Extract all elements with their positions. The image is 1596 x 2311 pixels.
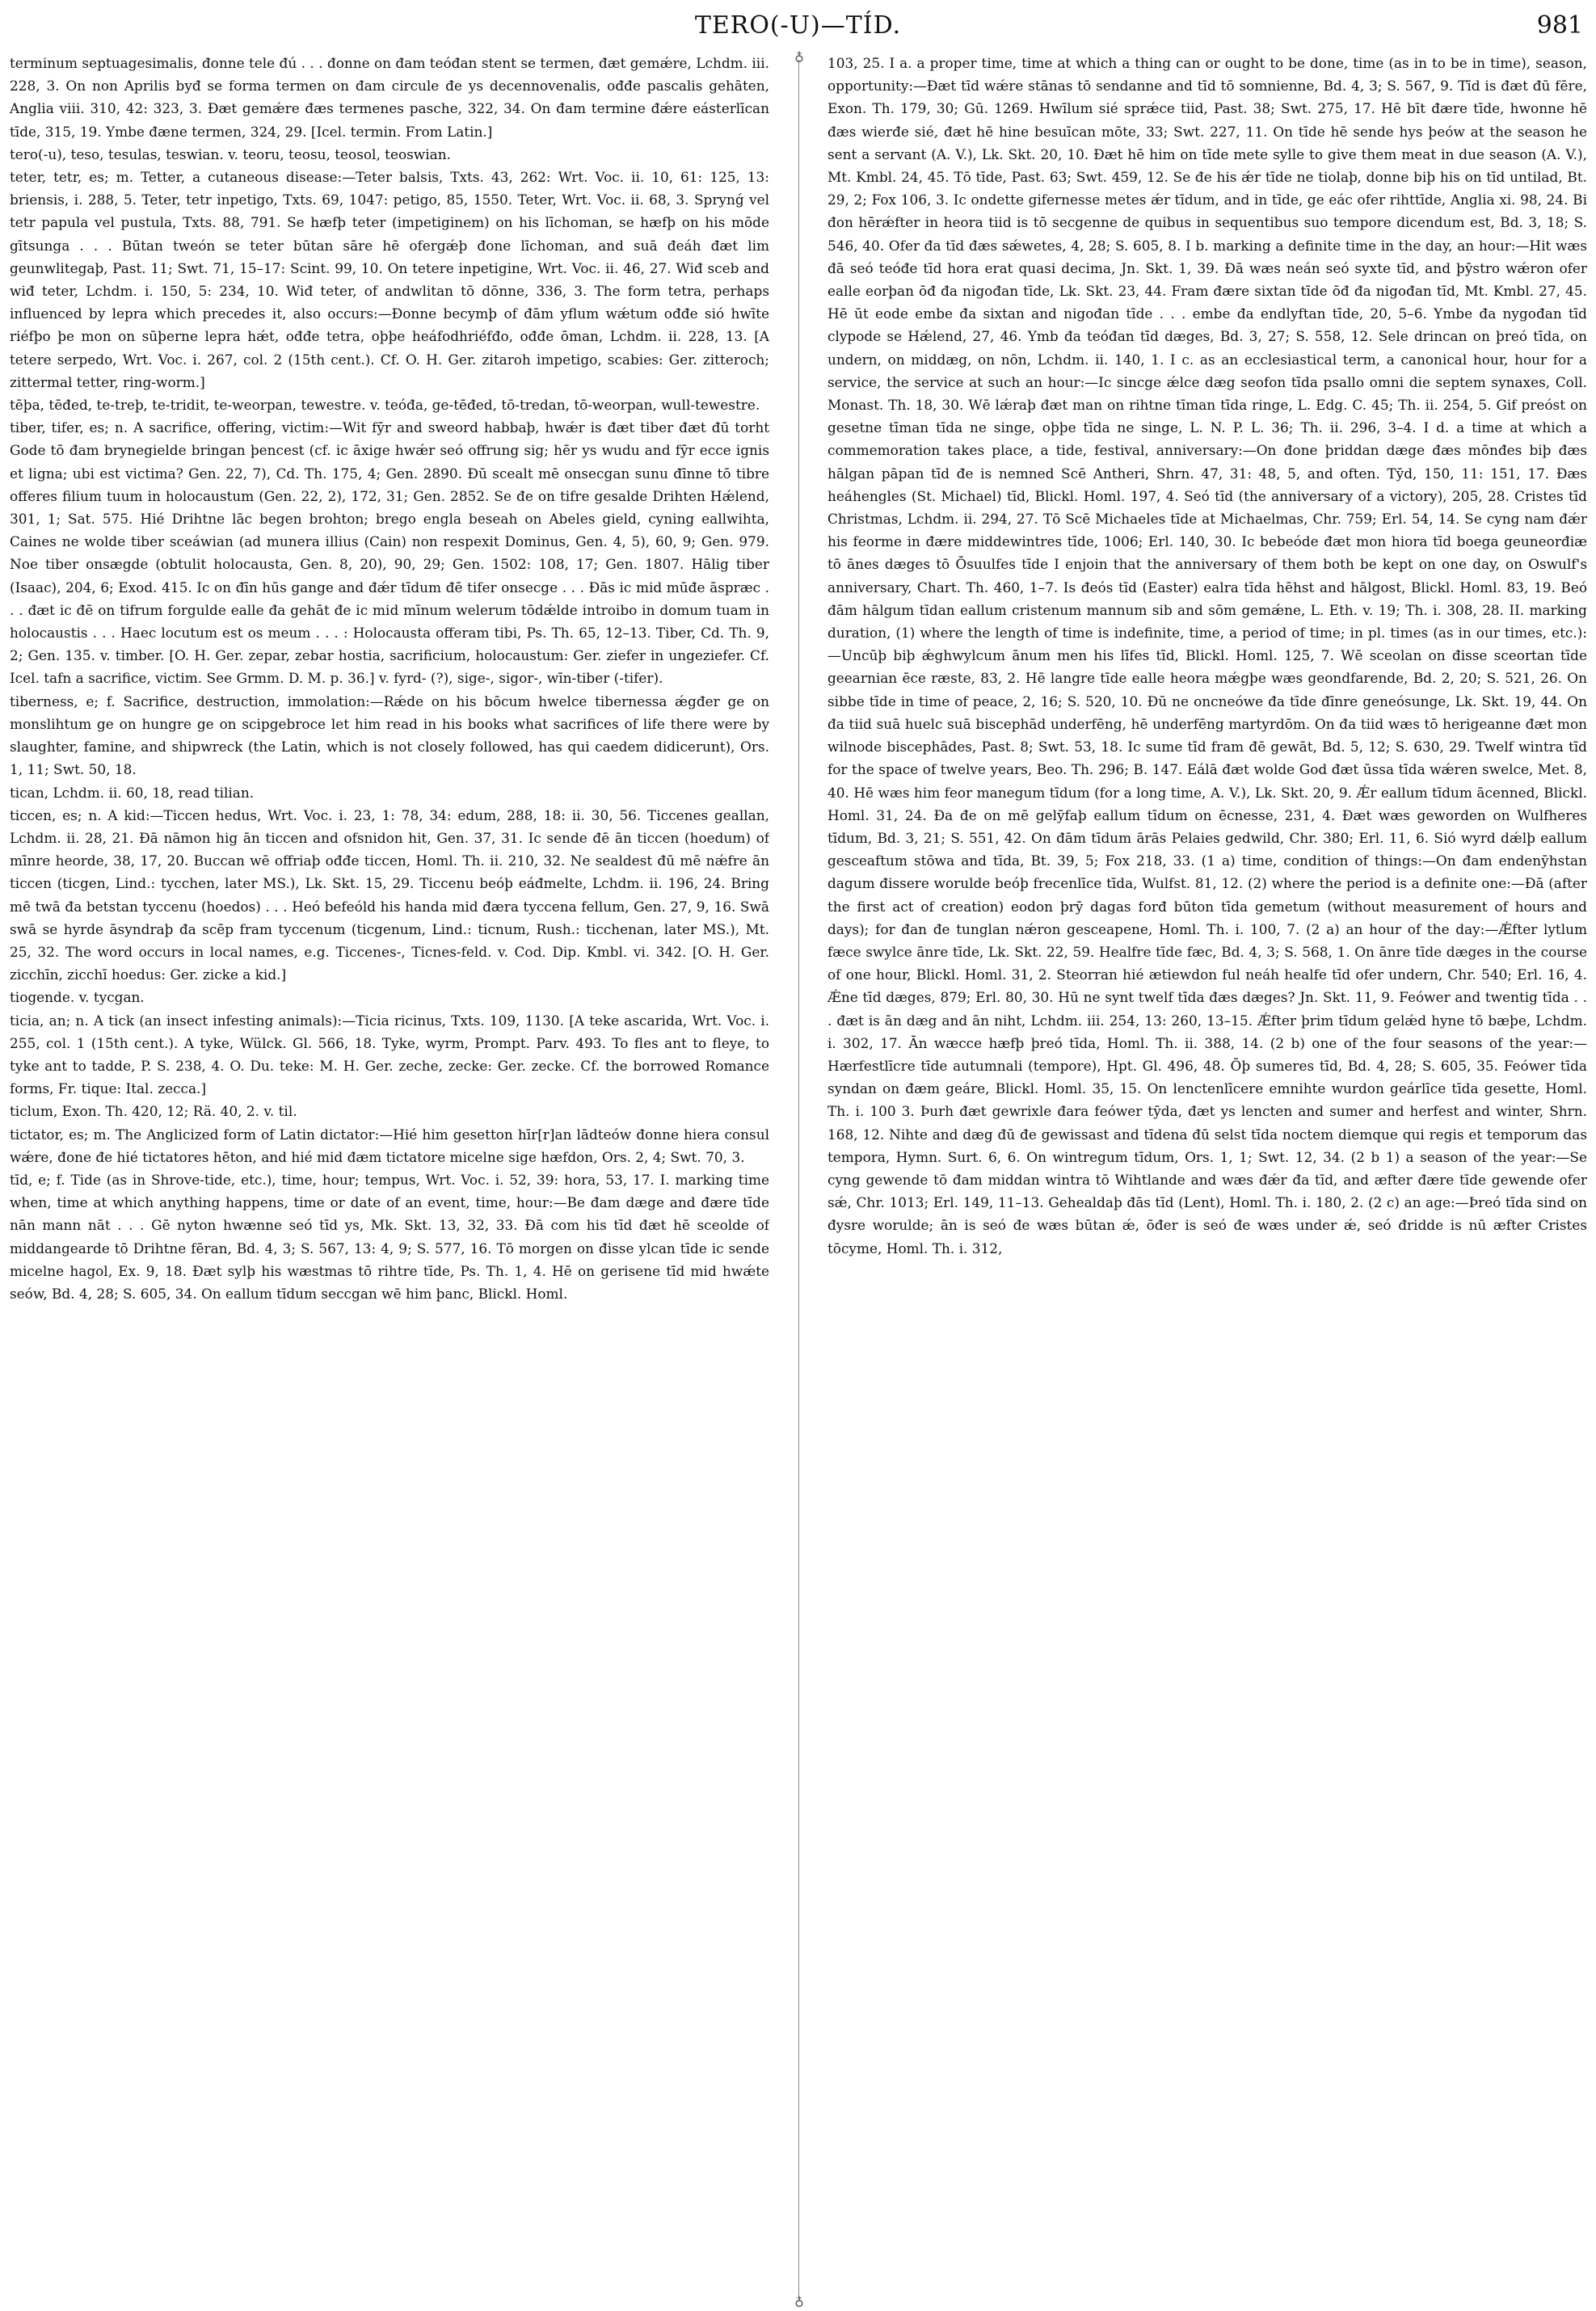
page-number: 981	[1536, 11, 1583, 40]
column-divider	[798, 60, 799, 2298]
dictionary-entry: tiogende. v. tycgan.	[10, 989, 145, 1006]
dictionary-entry: ticcen, es; n. A kid:—Ticcen hedus, Wrt. Voc. i. 23, 1: 78, 34: edum, 288, 18: ii. 30, 56. Ticcenes geallan, Lchdm. ii. 28, 21. Đā nāmon hig ān ticcen and ofsnidon hit, Gen. 37, 31. Ic sende đē ān ticcen (hoedum) of mīnre heorde, 38, 17, 20. Buccan wē offriaþ ođđe ticcen, Homl. Th. ii. 210, 32. Ne sealdest đū mē nǽfre ān ticcen (ticgen, Lind.: tycchen, later MS.), Lk. Skt. 15, 29. Ticcenu beóþ eáđmelte, Lchdm. ii. 196, 24. Bring mē twā đa betstan tyccenu (hoedos) . . . Heó befeóld his handa mid đæra tyccena fellum, Gen. 27, 9, 16. Swā swā se hyrde āsyndraþ đa scēp fram tyccenum (ticgenum, Lind.: ticnum, Rush.: ticchenan, later MS.), Mt. 25, 32. The word occurs in local names, e.g. Ticcenes-, Ticnes-feld. v. Cod. Dip. Kmbl. vi. 342. [O. H. Ger. zicchīn, zicchī hoedus: Ger. zicke a kid.]	[10, 806, 769, 983]
dictionary-entry: tictator, es; m. The Anglicized form of Latin dictator:—Hié him gesetton hīr[r]an lādteów đonne hiera consul wǽre, đone đe hié tictatores hēton, and hié mid đæm tictatore micelne sige hæfdon, Ors. 2, 4; Swt. 70, 3.	[10, 1126, 769, 1165]
dictionary-entry: tīd, e; f. Tide (as in Shrove-tide, etc.), time, hour; tempus, Wrt. Voc. i. 52, 39: hora, 53, 17. I. marking time when, time at which anything happens, time or date of an event, time, hour:—Be đam dæge and đære tīde nān mann nāt . . . Gē nyton hwænne seó tīd ys, Mk. Skt. 13, 32, 33. Đā com his tīd đæt hē sceolde of middangearde tō Drihtne fēran, Bd. 4, 3; S. 567, 13: 4, 9; S. 577, 16. Tō morgen on đisse ylcan tīde ic sende micelne hagol, Ex. 9, 18. Đæt sylþ his wæstmas tō rihtre tīde, Ps. Th. 1, 4. Hē on gerisene tīd mid hwǽte seów, Bd. 4, 28; S. 605, 34. On eallum tīdum seccgan wē him þanc, Blickl. Homl.	[10, 1171, 769, 1302]
right-column	[827, 52, 1587, 2298]
dictionary-entry: ticlum, Exon. Th. 420, 12; Rä. 40, 2. v. til.	[10, 1103, 297, 1120]
dictionary-entry: ticia, an; n. A tick (an insect infesting animals):—Ticia ricinus, Txts. 109, 1130. [A teke ascarida, Wrt. Voc. i. 255, col. 1 (15th cent.). A tyke, Wülck. Gl. 566, 18. Tyke, wyrm, Prompt. Parv. 493. To fles ant to fleye, to tyke ant to tadde, P. S. 238, 4. O. Du. teke: M. H. Ger. zeche, zecke: Ger. zecke. Cf. the borrowed Romance forms, Fr. tique: Ital. zecca.]	[10, 1012, 769, 1097]
bottom-ornament-icon: ♁	[794, 2293, 804, 2309]
dictionary-entry: tiberness, e; f. Sacrifice, destruction, immolation:—Rǽde on his bōcum hwelce tibernessa ǽgđer ge on monslihtum ge on hungre ge on scipgebroce let him read in his books what sacrifices of life there were by slaughter, famine, and shipwreck (the Latin, which is not closely followed, has qui caedem didicerunt), Ors. 1, 11; Swt. 50, 18.	[10, 692, 769, 778]
dictionary-entry: tiber, tifer, es; n. A sacrifice, offering, victim:—Wit fȳr and sweord habbaþ, hwǽr is đæt tiber đæt đū torht Gode tō đam brynegielde bringan þencest (cf. ic āxige hwǽr seó offrung sig; hēr ys wudu and fȳr ecce ignis et ligna; ubi est victima? Gen. 22, 7), Cd. Th. 175, 4; Gen. 2890. Đū scealt mē onsecgan sunu đīnne tō tibre offeres filium tuum in holocaustum (Gen. 22, 2), 172, 31; Gen. 2852. Se đe on tifre gesalde Drihten Hǽlend, 301, 1; Sat. 575. Hié Drihtne lāc begen brohton; brego engla beseah on Abeles gield, cyning eallwihta, Caines ne wolde tiber sceáwian (ad munera illius (Cain) non respexit Dominus, Gen. 4, 5), 60, 9; Gen. 979. Noe tiber onsægde (obtulit holocausta, Gen. 8, 20), 90, 29; Gen. 1502: 108, 17; Gen. 1807. Hālig tiber (Isaac), 204, 6; Exod. 415. Ic on đīn hūs gange and đǽr tīdum đē tifer onsecge . . . Đās ic mid mūđe āspræc . . . đæt ic đē on tifrum forgulde ealle đa gehāt đe ic mid mīnum welerum tōdǽlde introibo in domum tuam in holocaustis . . . Haec locutum est os meum . . . : Holocausta offeram tibi, Ps. Th. 65, 12–13. Tiber, Cd. Th. 9, 2; Gen. 135. v. timber. [O. H. Ger. zepar, zebar hostia, sacrificium, holocaustum: Ger. ziefer in ungeziefer. Cf. Icel. tafn a sacrifice, victim. See Grmm. D. M. p. 36.] v. fyrd- (?), sige-, sigor-, wīn-tiber (-tifer).	[10, 419, 769, 687]
top-ornament-icon: ♁	[794, 48, 804, 64]
page-header	[0, 0, 1596, 48]
dictionary-entry: 103, 25. I a. a proper time, time at which a thing can or ought to be done, time (as in to be in time), season, opportunity:—Đæt tīd wǽre stānas tō sendanne and tīd tō somnienne, Bd. 4, 3; S. 567, 9. Tīd is đæt đū fēre, Exon. Th. 179, 30; Gū. 1269. Hwīlum sié sprǽce tiid, Past. 38; Swt. 275, 17. Hē bīt đære tīde, hwonne hē đæs wierđe sié, đæt hē hine besuīcan mōte, 33; Swt. 227, 11. On tīde hē sende hys þeów at the season he sent a servant (A. V.), Lk. Skt. 20, 10. Đæt hē him on tīde mete sylle to give them meat in due season (A. V.), Mt. Kmbl. 24, 45. Tō tīde, Past. 63; Swt. 459, 12. Se đe his ǽr tīde ne tiolaþ, donne biþ his on tīd untilad, Bt. 29, 2; Fox 106, 3. Ic ondette gifernesse metes ǽr tīdum, and in tīde, ge eác ofer rihttīde, Anglia xi. 98, 24. Bi đon hērǽfter in heora tiid is tō secgenne de quibus in sequentibus suo tempore dicendum est, Bd. 3, 18; S. 546, 40. Ofer đa tīd đæs sǽwetes, 4, 28; S. 605, 8. I b. marking a definite time in the day, an hour:—Hit wæs đā seó teóđe tīd hora erat quasi decima, Jn. Skt. 1, 39. Đā wæs neán seó syxte tīd, and þȳstro wǽron ofer ealle eorþan ōđ đa nigođan tīde, Lk. Skt. 23, 44. Fram đære sixtan tīde ōđ đa nigođan tīd, Mt. Kmbl. 27, 45. Hē ūt eode embe đa sixtan and nigođan tīde . . . embe đa endlyftan tīde, 20, 5–6. Ymbe đa nygođan tīd clypode se Hǽlend, 27, 46. Ymb đa teóđan tīd dæges, Bd. 3, 27; S. 558, 12. Sele drincan on þreó tīda, on undern, on middæg, on nōn, Lchdm. ii. 140, 1. I c. as an ecclesiastical term, a canonical hour, hour for a service, the service at such an hour:—Ic sincge ǽlce dæg seofon tīda psallo omni die septem synaxes, Coll. Monast. Th. 18, 30. Wē lǽraþ đæt man on rihtne tīman tīda ringe, L. Edg. C. 45; Th. ii. 254, 5. Gif preóst on gesetne tīman tīda ne singe, oþþe tīda ne singe, L. N. P. L. 36; Th. ii. 296, 3–4. I d. a time at which a commemoration takes place, a tide, festival, anniversary:—On đone þriddan dæge đæs mōnđes biþ đæs hālgan pāpan tīd đe is nemned Scē Antheri, Shrn. 47, 31: 48, 5, and often. Tȳd, 150, 11: 151, 17. Đæs heáhengles (St. Michael) tīd, Blickl. Homl. 197, 4. Seó tīd (the anniversary of a victory), 205, 28. Cristes tīd Christmas, Lchdm. ii. 294, 27. Tō Scē Michaeles tīde at Michaelmas, Chr. 759; Erl. 54, 14. Se cyng nam đǽr his feorme in đære middewintres tīde, 1006; Erl. 140, 30. Ic bebeóde đæt mon hiora tīd boega geuneorđiæ tō ānes dæges tō Ōsuulfes tīde I enjoin that the anniversary of them both be kept on one day, on Oswulf's anniversary, Chart. Th. 460, 1–7. Is đeós tīd (Easter) ealra tīda hēhst and hālgost, Blickl. Homl. 83, 19. Beó đām hālgum tīdan eallum cristenum mannum sib and sōm gemǽne, L. Eth. v. 19; Th. i. 308, 28. II. marking duration, (1) where the length of time is indefinite, time, a period of time; in pl. times (as in our times, etc.):—Uncūþ biþ ǽghwylcum ānum men his līfes tīd, Blickl. Homl. 125, 7. Wē sceolan on đisse sceortan tīde geearnian ēce ræste, 83, 2. Hē langre tīde ealle heora mǽgþe wæs geondfarende, Bd. 2, 20; S. 521, 26. On sibbe tīde in time of peace, 2, 16; S. 520, 10. Đū ne oncneówe đa tīde đīnre geneósunge, Lk. Skt. 19, 44. On đa tiid suā huelc suā biscephād underfēng, hē underfēng martyrdōm. On đa tiid wæs tō herigeanne đæt mon wilnode biscephādes, Past. 8; Swt. 53, 18. Ic sume tīd fram đē gewāt, Bd. 5, 12; S. 630, 29. Twelf wintra tīd for the space of twelve years, Beo. Th. 296; B. 147. Eálā đæt wolde God đæt ūssa tīda wǽren swelce, Met. 8, 40. Hē wæs him feor manegum tīdum (for a long time, A. V.), Lk. Skt. 20, 9. Ǽr eallum tīdum ācenned, Blickl. Homl. 31, 24. Đa đe on mē gelȳfaþ eallum tīdum on ēcnesse, 231, 4. Đæt wæs geworden on Wulfheres tīdum, Bd. 3, 21; S. 551, 42. On đām tīdum ārās Pelaies gedwild, Chr. 380; Erl. 11, 6. Sió wyrd dǽlþ eallum gesceaftum stōwa and tīda, Bt. 39, 5; Fox 218, 33. (1 a) time, condition of things:—On đam endenȳhstan dagum đissere worulde beóþ frecenlīce tīda, Wulfst. 81, 12. (2) where the period is a definite one:—Đā (after the first act of creation) eodon þrȳ dagas forđ būton tīda gemetum (without measurement of hours and days); for đan đe tunglan nǽron gesceapene, Homl. Th. i. 100, 7. (2 a) an hour of the day:—Ǽfter lytlum fæce swylce ānre tīde, Lk. Skt. 22, 59. Healfre tīde fæc, Bd. 4, 3; S. 568, 1. On ānre tīde dæges in the course of one hour, Blickl. Homl. 31, 2. Steorran hié ætiewdon ful neáh healfe tīd ofer undern, Chr. 540; Erl. 16, 4. Ǽne tīd dæges, 879; Erl. 80, 30. Hū ne synt twelf tīda đæs dæges? Jn. Skt. 11, 9. Feówer and twentig tīda . . . đæt is ān dæg and ān niht, Lchdm. iii. 254, 13: 260, 13–15. Ǽfter þrim tīdum gelǽd hyne tō bæþe, Lchdm. i. 302, 17. Ān wæcce hæfþ þreó tīda, Homl. Th. ii. 388, 14. (2 b) one of the four seasons of the year:—Hærfestlīcre tīde autumnali (tempore), Hpt. Gl. 496, 48. Ōþ sumeres tīd, Bd. 4, 28; S. 605, 35. Feówer tīda syndan on đæm geáre, Blickl. Homl. 35, 15. On lenctenlīcere emnihte wurdon geárlīce tīda gesette, Homl. Th. i. 100 3. Þurh đæt gewrixle đara feówer tȳda, đæt ys lencten and sumer and herfest and winter, Shrn. 168, 12. Nihte and dæg đū đe gewissast and tīdena đū selst tīda noctem diemque qui regis et temporum das tempora, Hymn. Surt. 6, 6. On wintregum tīdum, Ors. 1, 1; Swt. 12, 34. (2 b 1) a season of the year:—Se cyng gewende tō đam middan wintra tō Wihtlande and wæs đǽr đa tīd, and æfter đære tīde gewende ofer sǽ, Chr. 1013; Erl. 149, 11–13. Gehealdaþ đās tīd (Lent), Homl. Th. i. 180, 2. (2 c) an age:—Þreó tīda sind on đysre worulde; ān is seó đe wæs būtan ǽ, ōđer is seó đe wæs under ǽ, seó đridde is nū æfter Cristes tōcyme, Homl. Th. i. 312,	[827, 55, 1587, 1257]
dictionary-entry: teter, tetr, es; m. Tetter, a cutaneous disease:—Teter balsis, Txts. 43, 262: Wrt. Voc. ii. 10, 61: 125, 13: briensis, i. 288, 5. Teter, tetr inpetigo, Txts. 69, 1047: petigo, 85, 1550. Teter, Wrt. Voc. ii. 68, 3. Sprynǵ vel tetr papula vel pustula, Txts. 88, 791. Se hæfþ teter (impetiginem) on his līchoman, se hæfþ on his mōde gītsunga . . . Būtan tweón se teter būtan sāre hē ofergǽþ đone līchoman, and suā đeáh đæt lim geunwlitegaþ, Past. 11; Swt. 71, 15–17: Scint. 99, 10. On tetere inpetigine, Wrt. Voc. ii. 46, 27. Wiđ sceb and wiđ teter, Lchdm. i. 150, 5: 234, 10. Wiđ teter, of andwlitan tō dōnne, 336, 3. The form tetra, perhaps influenced by lepra which precedes it, also occurs:—Đonne becymþ of đām yflum wǽtum ođđe sió hwīte riéfþo þe mon on sūþerne lepra hǽt, ođđe tetra, oþþe heáfodhriéfđo, ođđe ōman, Lchdm. ii. 228, 13. [A tetere serpedo, Wrt. Voc. i. 267, col. 2 (15th cent.). Cf. O. H. Ger. zitaroh impetigo, scabies: Ger. zitteroch; zittermal tetter, ring-worm.]	[10, 169, 769, 390]
page-title: TERO(-U)—TÍD.	[694, 11, 902, 40]
dictionary-entry: tican, Lchdm. ii. 60, 18, read tilian.	[10, 784, 255, 801]
dictionary-entry: tēþa, tēđed, te-treþ, te-tridit, te-weorpan, tewestre. v. teóđa, ge-tēđed, tō-tredan, tō-weorpan, wull-tewestre.	[10, 397, 760, 414]
left-column	[10, 52, 769, 2298]
dictionary-entry: tero(-u), teso, tesulas, teswian. v. teoru, teosu, teosol, teoswian.	[10, 145, 451, 162]
dictionary-entry: terminum septuagesimalis, đonne tele đú . . . đonne on đam teóđan stent se termen, đæt gemǽre, Lchdm. iii. 228, 3. On non Aprilis byđ se forma termen on đam circule đe ys decennovenalis, ođđe pascalis gehāten, Anglia viii. 310, 42: 323, 3. Đæt gemǽre đæs termenes pasche, 322, 34. On đam termine đǽre eásterlīcan tīde, 315, 19. Ymbe đæne termen, 324, 29. [Icel. termin. From Latin.]	[10, 55, 769, 140]
